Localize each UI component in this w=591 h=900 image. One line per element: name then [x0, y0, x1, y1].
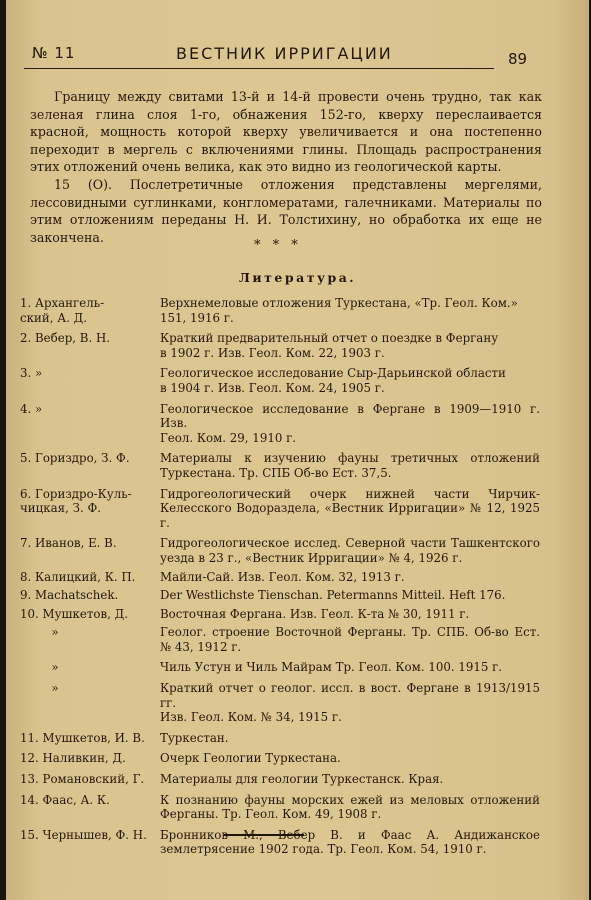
reference-title: Материалы к изучению фауны третичных отложений Туркестана. Тр. СПБ Об-во Ест. 37,5. [160, 451, 540, 480]
reference-title: Гидрогеологическое исслед. Северной части Ташкентского уезда в 23 г., «Вестник Ирригации» № 4, 1926 г. [160, 536, 540, 565]
reference-title: Der Westlichste Tienschan. Petermanns Mitteil. Heft 176. [160, 588, 506, 603]
reference-title: К познанию фауны морских ежей из меловых отложений Ферганы. Тр. Геол. Ком. 49, 1908 г. [160, 792, 540, 822]
reference-title: Гидрогеологический очерк нижней части Чирчик-Келесского Водораздела, «Вестник Ирригации» № 12, 1925 г. [160, 486, 540, 530]
running-header [24, 44, 564, 70]
reference-author: 9. Machatschek. [20, 588, 119, 603]
journal-page [6, 0, 589, 900]
reference-item [20, 772, 540, 787]
reference-item [20, 487, 540, 531]
reference-author: 3. » [20, 366, 43, 381]
reference-title: Геологическое исследование в Фергане в 1909—1910 г. Изв. Геол. Ком. 29, 1910 г. [160, 401, 540, 445]
reference-author: » [51, 681, 59, 696]
header-rule [24, 68, 494, 69]
page-number: 89 [508, 50, 528, 68]
reference-author: 1. Архангель- ский, А. Д. [20, 296, 105, 325]
paragraph: Границу между свитами 13-й и 14-й провести очень трудно, так как зеленая глина слоя 1-го, обнажения 152-го, кверху переслаивается красной, мощность которой кверху увеличивается и она постепенно переходит в мергель с включениями глины. Площадь распространения этих отложений очень велика, как это видно из геологической карты. [30, 89, 542, 175]
reference-title: Материалы для геологии Туркестанск. Края. [160, 772, 444, 787]
reference-title: Геологическое исследование Сыр-Дарьинской области в 1904 г. Изв. Геол. Ком. 24, 1905 г. [160, 366, 506, 395]
reference-title: Геолог. строение Восточной Ферганы. Тр. СПБ. Об-во Ест. № 43, 1912 г. [160, 625, 540, 654]
reference-item [20, 828, 540, 857]
reference-title: Краткий предварительный отчет о поездке в Фергану в 1902 г. Изв. Геол. Ком. 22, 1903 г. [160, 331, 499, 360]
reference-title: Майли-Сай. Изв. Геол. Ком. 32, 1913 г. [160, 569, 405, 584]
reference-author: 2. Вебер, В. Н. [20, 331, 110, 346]
reference-title: Восточная Фергана. Изв. Геол. К-та № 30, 1911 г. [160, 606, 470, 621]
reference-item [20, 625, 540, 654]
reference-item [20, 570, 540, 585]
reference-item [20, 536, 540, 565]
reference-item [20, 793, 540, 822]
reference-item [20, 451, 540, 480]
journal-title: ВЕСТНИК ИРРИГАЦИИ [176, 44, 393, 63]
issue-number: № 11 [32, 44, 76, 62]
reference-title: Верхнемеловые отложения Туркестана, «Тр. Геол. Ком.» 151, 1916 г. [160, 296, 518, 325]
reference-item [20, 402, 540, 446]
reference-author: 12. Наливкин, Д. [20, 751, 126, 766]
reference-author: » [51, 625, 59, 640]
reference-item [20, 296, 540, 325]
paragraph: 15 (О). Послетретичные отложения представлены мергелями, лессовидными суглинками, конгломератами, галечниками. Материалы по этим отложениям переданы Н. И. Толстихину, но обработка их еще не закончена. [30, 176, 542, 245]
reference-author: 15. Чернышев, Ф. Н. [20, 827, 147, 842]
reference-title: Бронников М., Вебер В. и Фаас А. Андижанское землетрясение 1902 года. Тр. Геол. Ком. 54, 1910 г. [160, 827, 540, 857]
reference-item [20, 331, 540, 360]
reference-title: Краткий отчет о геолог. иссл. в вост. Фергане в 1913/1915 гг. Изв. Геол. Ком. № 34, 1915 г. [160, 681, 540, 725]
reference-author: 7. Иванов, Е. В. [20, 536, 117, 551]
reference-list [20, 296, 540, 857]
reference-item [20, 731, 540, 746]
reference-author: » [51, 660, 59, 675]
reference-author: 4. » [20, 401, 43, 416]
reference-item [20, 588, 540, 603]
reference-item [20, 607, 540, 622]
reference-title: Очерк Геологии Туркестана. [160, 751, 341, 766]
reference-author: 10. Мушкетов, Д. [20, 606, 128, 621]
reference-item [20, 751, 540, 766]
reference-title: Туркестан. [160, 730, 229, 745]
reference-author: 8. Калицкий, К. П. [20, 569, 136, 584]
section-separator: * * * [254, 238, 302, 253]
reference-item [20, 660, 540, 675]
reference-title: Чиль Устун и Чиль Майрам Тр. Геол. Ком. 100. 1915 г. [160, 660, 503, 675]
literature-heading: Литература. [238, 270, 357, 285]
end-rule [224, 834, 304, 836]
reference-author: 5. Гориздро, З. Ф. [20, 451, 130, 466]
reference-item [20, 366, 540, 395]
reference-author: 6. Гориздро-Куль- чицкая, З. Ф. [20, 486, 132, 516]
reference-item [20, 681, 540, 725]
body-text [30, 88, 542, 246]
reference-author: 13. Романовский, Г. [20, 772, 145, 787]
reference-author: 14. Фаас, А. К. [20, 792, 110, 807]
reference-author: 11. Мушкетов, И. В. [20, 730, 145, 745]
